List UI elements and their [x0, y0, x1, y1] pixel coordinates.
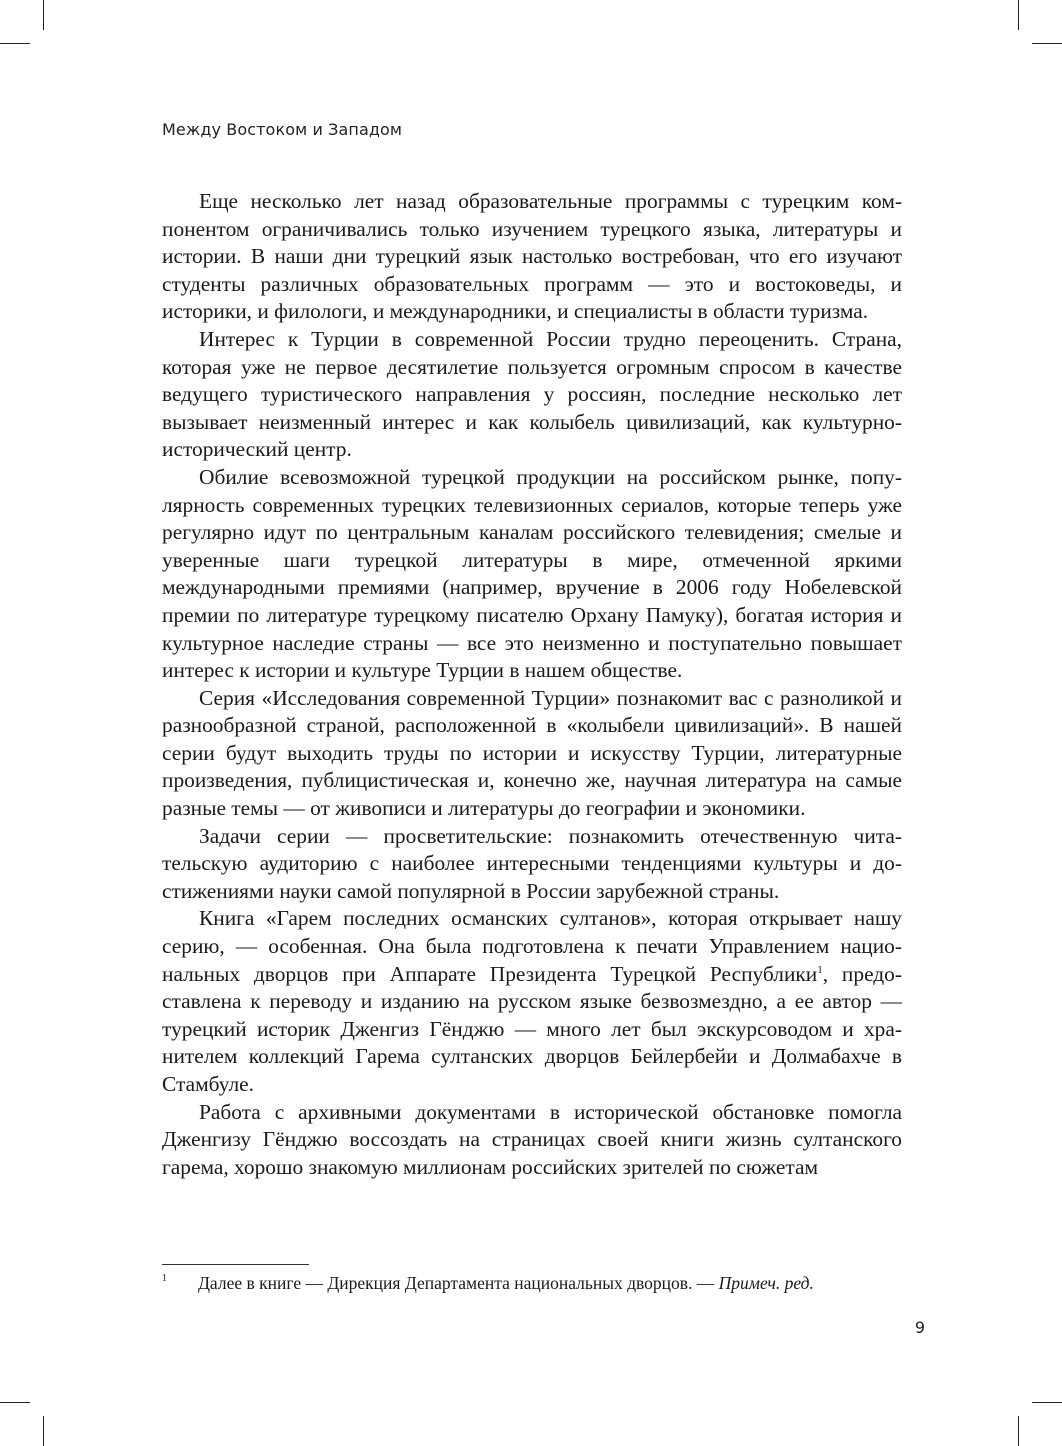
- footnote-text: [198, 1271, 814, 1295]
- footnote-editor-note: Примеч. ред.: [718, 1273, 814, 1293]
- footnote-body: Далее в книге — Дирекция Департамента национальных дворцов. —: [198, 1273, 719, 1293]
- crop-mark-top-right-v: [1018, 0, 1019, 30]
- paragraph-with-footnote: [162, 905, 902, 1098]
- body-text: [162, 188, 902, 1181]
- paragraph: Задачи серии — просветительские: познакомить отечественную читательскую аудиторию с наиболее интересными тенденциями культуры и достижениями науки самой популярной в России зарубежной страны.: [162, 823, 902, 903]
- paragraph: Обилие всевозможной турецкой продукции на российском рынке, популярность современных турецких телевизионных сериалов, которые теперь уже регулярно идут по центральным каналам российского телевидения; смелые и уверенные шаги турецкой литературы в мире, отмеченной яркими международными премиями (например, вручение в 2006 году Нобелевской премии по литературе турецкому писателю Орхану Памуку), богатая история и культурное наследие страны — все это неизменно и поступательно повышает интерес к истории и культуре Турции в нашем обществе.: [162, 464, 902, 683]
- paragraph: Еще несколько лет назад образовательные программы с турецким компонентом ограничивались только изучением турецкого языка, литературы и истории. В наши дни турецкий язык настолько востребован, что его изучают студенты различных образовательных программ — это и востоковеды, и историки, и филологи, и международники, и специалисты в области туризма.: [162, 189, 902, 324]
- crop-mark-bottom-left-v: [43, 1416, 44, 1446]
- crop-mark-top-left-v: [43, 0, 44, 30]
- crop-mark-bottom-right-v: [1018, 1416, 1019, 1446]
- crop-mark-bottom-left-h: [0, 1402, 30, 1403]
- paragraph-text-before-note: Книга «Гарем последних османских султанов», которая открывает нашу серию, — особенная. Она была подготовлена к печати Управлением национальных дворцов при Аппарате Президента Турецкой Республики: [162, 906, 902, 986]
- crop-mark-top-left-h: [0, 43, 30, 44]
- paragraph: Интерес к Турции в современной России трудно переоценить. Страна, которая уже не первое десятилетие пользуется огромным спросом в качестве ведущего туристического направления у россиян, последние несколько лет вызывает неизменный интерес и как колыбель цивилизаций, как культурно-исторический центр.: [162, 326, 902, 462]
- paragraph: Работа с архивными документами в исторической обстановке помогла Дженгизу Гёнджю воссоздать на страницах своей книги жизнь султанского гарема, хорошо знакомую миллионам российских зрителей по сюжетам: [162, 1099, 902, 1179]
- paragraph: Серия «Исследования современной Турции» познакомит вас с разноликой и разнообразной страной, расположенной в «колыбели цивилизаций». В нашей серии будут выходить труды по истории и искусству Турции, литературные произведения, публицистическая и, конечно же, научная литература на самые разные темы — от живописи и литературы до географии и экономики.: [162, 685, 902, 821]
- footnote-separator: [162, 1264, 309, 1265]
- footnote-reference[interactable]: 1: [817, 963, 823, 976]
- crop-mark-bottom-right-h: [1032, 1402, 1062, 1403]
- page-number: 9: [914, 1318, 925, 1337]
- running-head: Между Востоком и Западом: [162, 120, 403, 139]
- crop-mark-top-right-h: [1032, 43, 1062, 44]
- footnote-number: 1: [162, 1273, 167, 1284]
- paragraph-text-after-note: , предоставлена к переводу и изданию на русском языке безвозмездно, а ее автор — турецкий историк Дженгиз Гёнджю — много лет был экскурсоводом и хранителем коллекций Гарема султанских дворцов Бейлербейи и Долмабахче в Стамбуле.: [162, 961, 902, 1096]
